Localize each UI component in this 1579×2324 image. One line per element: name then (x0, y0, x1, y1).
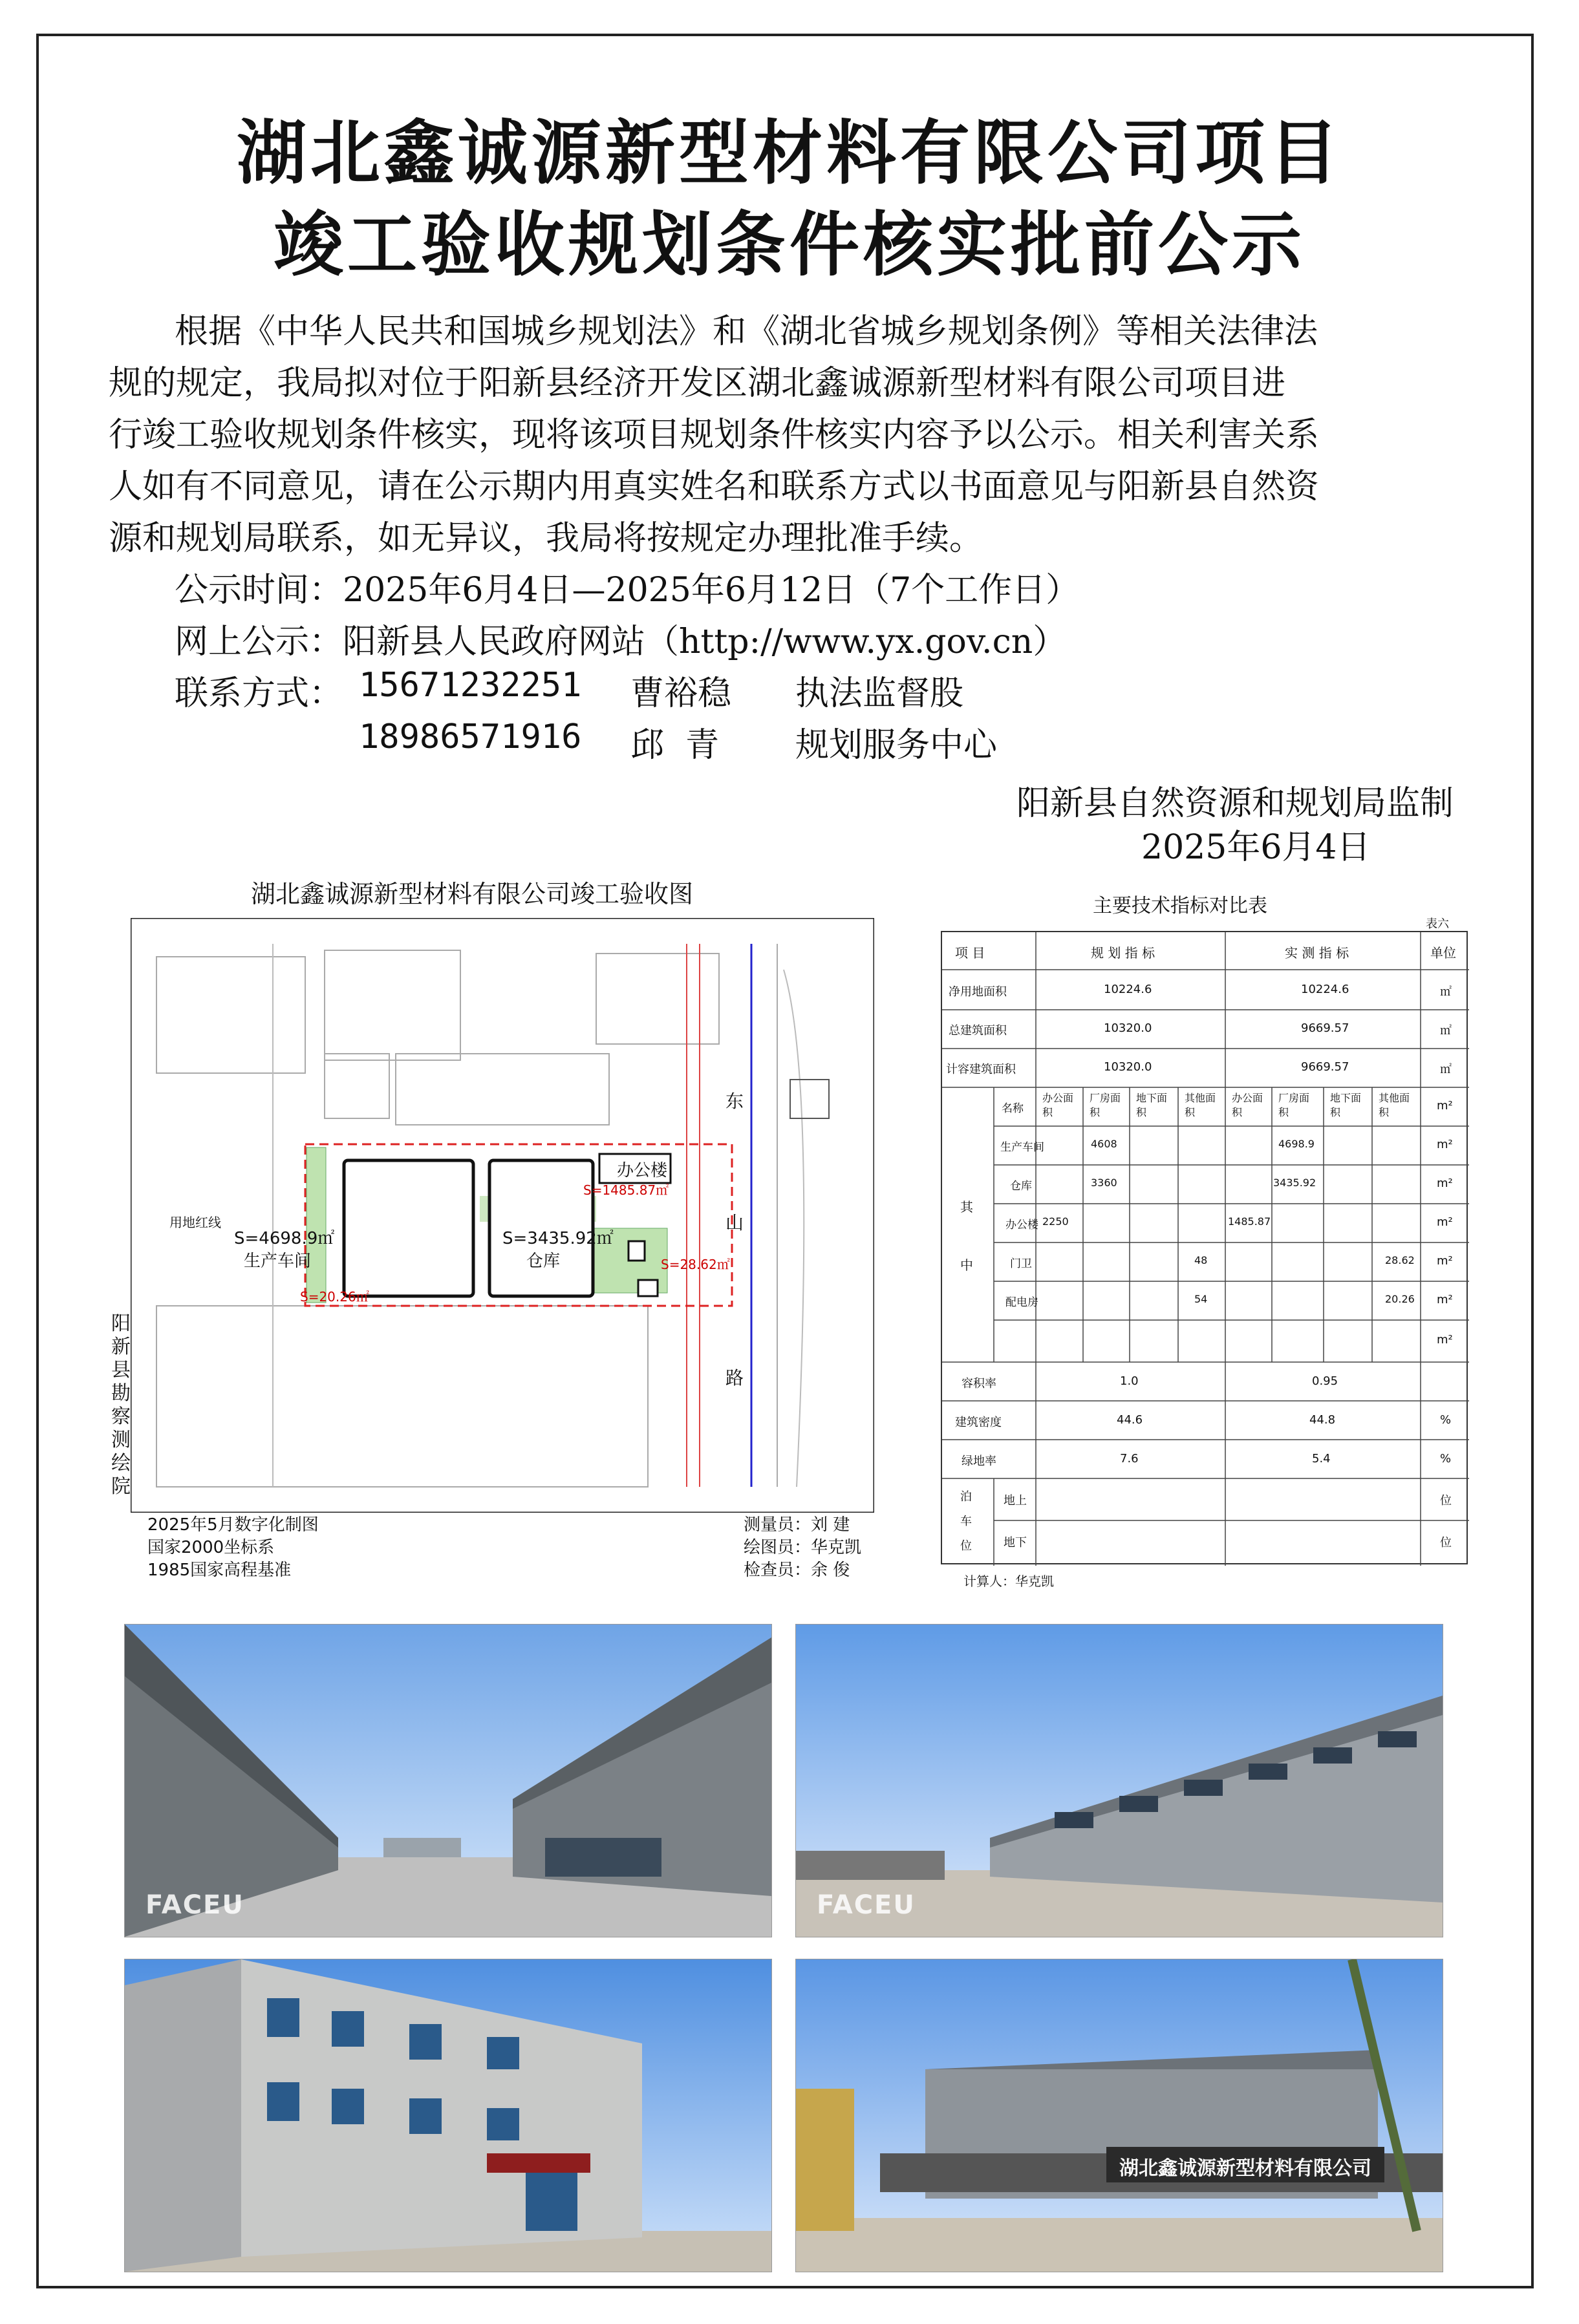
indicator-table-grid (942, 932, 1469, 1566)
row-plan: 10320.0 (1104, 1060, 1152, 1074)
row-plan: 44.6 (1117, 1413, 1143, 1427)
row-name: 容积率 (961, 1377, 996, 1391)
photo-workshop-yard (124, 1624, 772, 1937)
site-map (131, 918, 874, 1513)
watermark: FACEU (145, 1890, 244, 1920)
row-actual: 10224.6 (1301, 983, 1349, 996)
photo-company-gate (795, 1959, 1443, 2272)
table-caption: 主要技术指标对比表 (1093, 895, 1267, 917)
map-note: 1985国家高程基准 (147, 1561, 292, 1580)
sub-row-name: 仓库 (1010, 1180, 1032, 1193)
contact-phone: 18986571916 (359, 718, 582, 756)
parking-row-unit: 位 (1440, 1536, 1452, 1550)
row-name: 总建筑面积 (949, 1024, 1007, 1038)
map-staff: 检查员：余 俊 (744, 1561, 850, 1580)
sub-row-value: 54 (1194, 1293, 1208, 1305)
sub-row-unit: m² (1437, 1177, 1453, 1190)
row-name: 净用地面积 (949, 985, 1007, 999)
notice-title-line2: 竣工验收规划条件核实批前公示 (273, 205, 1305, 286)
row-actual: 9669.57 (1301, 1021, 1349, 1035)
notice-period: 公示时间：2025年6月4日—2025年6月12日（7个工作日） (175, 571, 1080, 610)
body-line: 规的规定，我局拟对位于阳新县经济开发区湖北鑫诚源新型材料有限公司项目进 (109, 364, 1286, 403)
sub-row-name: 配电房 (1005, 1296, 1038, 1309)
map-label-warehouse-area: S=3435.92㎡ (502, 1229, 614, 1248)
sub-header: 地下面积 (1330, 1092, 1362, 1118)
parking-row-unit: 位 (1440, 1494, 1452, 1508)
row-unit: ㎡ (1440, 1063, 1452, 1076)
parking-row-name: 地上 (1004, 1494, 1027, 1508)
sub-row-unit: m² (1437, 1138, 1453, 1151)
sub-row-value: 3360 (1091, 1177, 1117, 1189)
map-label-guard-area: S=28.62㎡ (661, 1257, 730, 1272)
row-plan: 7.6 (1120, 1452, 1139, 1466)
row-unit: % (1440, 1413, 1452, 1427)
row-actual: 44.8 (1309, 1413, 1336, 1427)
map-road-char: 路 (725, 1367, 744, 1389)
map-side-text: 阳新县勘察测绘院 (111, 1312, 131, 1498)
map-caption: 湖北鑫诚源新型材料有限公司竣工验收图 (251, 880, 694, 908)
row-actual: 9669.57 (1301, 1060, 1349, 1074)
contact-label: 联系方式： (175, 674, 343, 713)
map-note: 2025年5月数字化制图 (147, 1515, 319, 1535)
map-road-char: 山 (725, 1212, 744, 1233)
map-staff: 测量员：刘 建 (744, 1515, 850, 1535)
sub-row-name: 生产车间 (1000, 1141, 1044, 1154)
contact-dept: 规划服务中心 (795, 726, 998, 765)
map-staff: 绘图员：华克凯 (744, 1538, 862, 1557)
row-plan: 1.0 (1120, 1374, 1139, 1388)
row-plan: 10224.6 (1104, 983, 1152, 996)
issue-date: 2025年6月4日 (1141, 828, 1371, 867)
map-label-redline: 用地红线 (169, 1215, 221, 1230)
row-name: 建筑密度 (955, 1416, 1002, 1429)
watermark: FACEU (817, 1890, 916, 1920)
row-unit: ㎡ (1440, 1024, 1452, 1038)
sub-row-value: 2250 (1042, 1215, 1069, 1228)
sub-row-name: 办公楼 (1005, 1219, 1038, 1231)
map-label-workshop-area: S=4698.9㎡ (234, 1229, 335, 1248)
sub-row-value: 4608 (1091, 1138, 1117, 1150)
table-header: 单位 (1430, 945, 1456, 961)
sub-row-value: 28.62 (1385, 1254, 1415, 1266)
sub-header: 办公面积 (1232, 1092, 1263, 1118)
sub-header: 厂房面积 (1090, 1092, 1121, 1118)
row-actual: 0.95 (1312, 1374, 1338, 1388)
gate-sign: 湖北鑫诚源新型材料有限公司 (1119, 2157, 1371, 2180)
sub-row-value: 4698.9 (1278, 1138, 1315, 1150)
sub-row-value: 1485.87 (1228, 1215, 1271, 1228)
parking-label: 泊车位 (960, 1490, 972, 1553)
parking-row-name: 地下 (1004, 1536, 1027, 1550)
indicator-table (941, 931, 1468, 1564)
sub-row-unit: m² (1437, 1215, 1453, 1229)
sub-row-unit: m² (1437, 1293, 1453, 1306)
table-header: 项 目 (955, 945, 985, 961)
sub-group-label: 其中 (960, 1199, 973, 1273)
row-name: 绿地率 (961, 1455, 996, 1468)
sub-header: 办公面积 (1042, 1092, 1074, 1118)
contact-dept: 执法监督股 (795, 674, 964, 713)
contact-phone: 15671232251 (359, 666, 582, 705)
body-line: 源和规划局联系，如无异议，我局将按规定办理批准手续。 (109, 519, 983, 558)
map-note: 国家2000坐标系 (147, 1538, 275, 1557)
notice-online: 网上公示：阳新县人民政府网站（http://www.yx.gov.cn） (175, 623, 1067, 661)
sub-header: 厂房面积 (1278, 1092, 1310, 1118)
map-label-office: 办公楼 (617, 1161, 668, 1180)
sub-header: 其他面积 (1379, 1092, 1410, 1118)
row-unit: ㎡ (1440, 985, 1452, 999)
contact-name: 曹裕稳 (630, 674, 732, 713)
map-label-power-area: S=20.26㎡ (300, 1289, 369, 1305)
issuer: 阳新县自然资源和规划局监制 (1016, 784, 1454, 823)
sub-header: 名称 (1002, 1102, 1024, 1115)
body-line: 根据《中华人民共和国城乡规划法》和《湖北省城乡规划条例》等相关法律法 (175, 312, 1318, 351)
row-unit: % (1440, 1452, 1452, 1466)
sub-header: 地下面积 (1136, 1092, 1168, 1118)
sub-row-value: 20.26 (1385, 1293, 1415, 1305)
photo-workshop-side (795, 1624, 1443, 1937)
map-label-office-area: S=1485.87㎡ (583, 1182, 669, 1198)
table-header: 实 测 指 标 (1285, 945, 1349, 961)
photo-office-building (124, 1959, 772, 2272)
body-line: 行竣工验收规划条件核实，现将该项目规划条件核实内容予以公示。相关利害关系 (109, 416, 1320, 454)
sub-header: 其他面积 (1185, 1092, 1216, 1118)
map-road-char: 东 (725, 1091, 744, 1112)
notice-title-line1: 湖北鑫诚源新型材料有限公司项目 (236, 113, 1342, 194)
sub-row-unit: m² (1437, 1254, 1453, 1268)
sub-row-name: 门卫 (1010, 1257, 1032, 1270)
map-label-warehouse: 仓库 (526, 1252, 561, 1271)
row-plan: 10320.0 (1104, 1021, 1152, 1035)
sub-row-value: 48 (1194, 1254, 1208, 1266)
table-calculator: 计算人：华克凯 (963, 1573, 1054, 1589)
map-label-workshop: 生产车间 (244, 1252, 312, 1271)
sub-row-unit: m² (1437, 1333, 1453, 1347)
site-map-drawing (131, 918, 874, 1513)
sub-row-value: 3435.92 (1273, 1177, 1316, 1189)
table-tag: 表六 (1426, 917, 1449, 931)
table-header: 规 划 指 标 (1091, 945, 1155, 961)
row-actual: 5.4 (1312, 1452, 1331, 1466)
sub-unit: m² (1437, 1099, 1453, 1113)
body-line: 人如有不同意见，请在公示期内用真实姓名和联系方式以书面意见与阳新县自然资 (109, 467, 1320, 506)
contact-name: 邱 青 (630, 726, 720, 765)
row-name: 计容建筑面积 (946, 1063, 1016, 1076)
